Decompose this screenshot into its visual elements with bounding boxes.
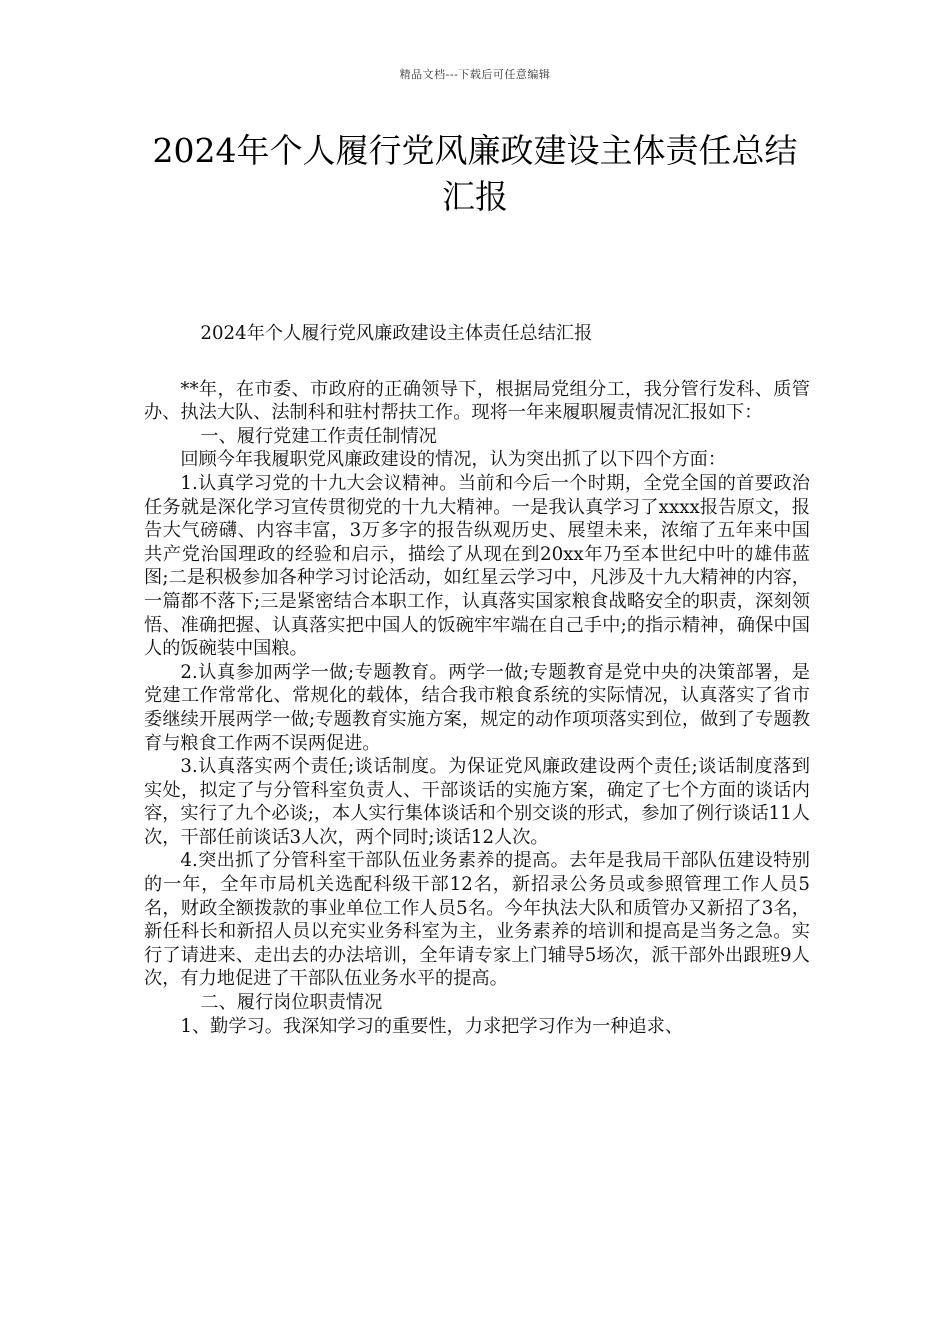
paragraph-item-1: 1.认真学习党的十九大会议精神。当前和今后一个时期，全党全国的首要政治任务就是深化学习宣传贯彻党的十九大精神。一是我认真学习了xxxx报告原文，报告大气磅礴、内容丰富，3万多字的报告纵观历史、展望未来，浓缩了五年来中国共产党治国理政的经验和启示，描绘了从现在到20xx年乃至本世纪中叶的雄伟蓝图;二是积极参加各种学习讨论活动，如红星云学习中，凡涉及十九大精神的内容，一篇都不落下;三是紧密结合本职工作，认真落实国家粮食战略安全的职责，深刻领悟、准确把握、认真落实把中国人的饭碗牢牢端在自己手中;的指示精神，确保中国人的饭碗装中国粮。 <box>144 472 810 660</box>
paragraph-item-3: 3.认真落实两个责任;谈话制度。为保证党风廉政建设两个责任;谈话制度落到实处，拟定了与分管科室负责人、干部谈话的实施方案，确定了七个方面的谈话内容，实行了九个必谈;，本人实行集体谈话和个别交谈的形式，参加了例行谈话11人次，干部任前谈话3人次，两个同时;谈话12人次。 <box>144 756 810 848</box>
section-heading-1: 一、履行党建工作责任制情况 <box>200 425 437 447</box>
paragraph-section2-item-1: 1、勤学习。我深知学习的重要性，力求把学习作为一种追求、 <box>180 1015 684 1037</box>
paragraph-intro: **年，在市委、市政府的正确领导下，根据局党组分工，我分管行发科、质管办、执法大队、法制科和驻村帮扶工作。现将一年来履职履责情况汇报如下： <box>144 378 810 424</box>
document-title: 2024年个人履行党风廉政建设主体责任总结汇报 <box>152 131 798 216</box>
header-note: 精品文档---下载后可任意编辑 <box>399 68 551 81</box>
paragraph-section1-intro: 回顾今年我履职党风廉政建设的情况，认为突出抓了以下四个方面： <box>180 449 727 471</box>
body-subtitle: 2024年个人履行党风廉政建设主体责任总结汇报 <box>200 323 593 344</box>
paragraph-item-2: 2.认真参加两学一做;专题教育。两学一做;专题教育是党中央的决策部署，是党建工作常常化、常规化的载体，结合我市粮食系统的实际情况，认真落实了省市委继续开展两学一做;专题教育实施方案，规定的动作项项落实到位，做到了专题教育与粮食工作两不误两促进。 <box>144 661 810 754</box>
section-heading-2: 二、履行岗位职责情况 <box>200 992 383 1014</box>
paragraph-item-4: 4.突出抓了分管科室干部队伍业务素养的提高。去年是我局干部队伍建设特别的一年，全年市局机关选配科级干部12名，新招录公务员或参照管理工作人员5名，财政全额拨款的事业单位工作人员5名。今年执法大队和质管办又新招了3名，新任科长和新招人员以充实业务科室为主，业务素养的培训和提高是当务之急。实行了请进来、走出去的办法培训，全年请专家上门辅导5场次，派干部外出跟班9人次，有力地促进了干部队伍业务水平的提高。 <box>144 850 810 990</box>
document-body <box>144 322 810 1038</box>
